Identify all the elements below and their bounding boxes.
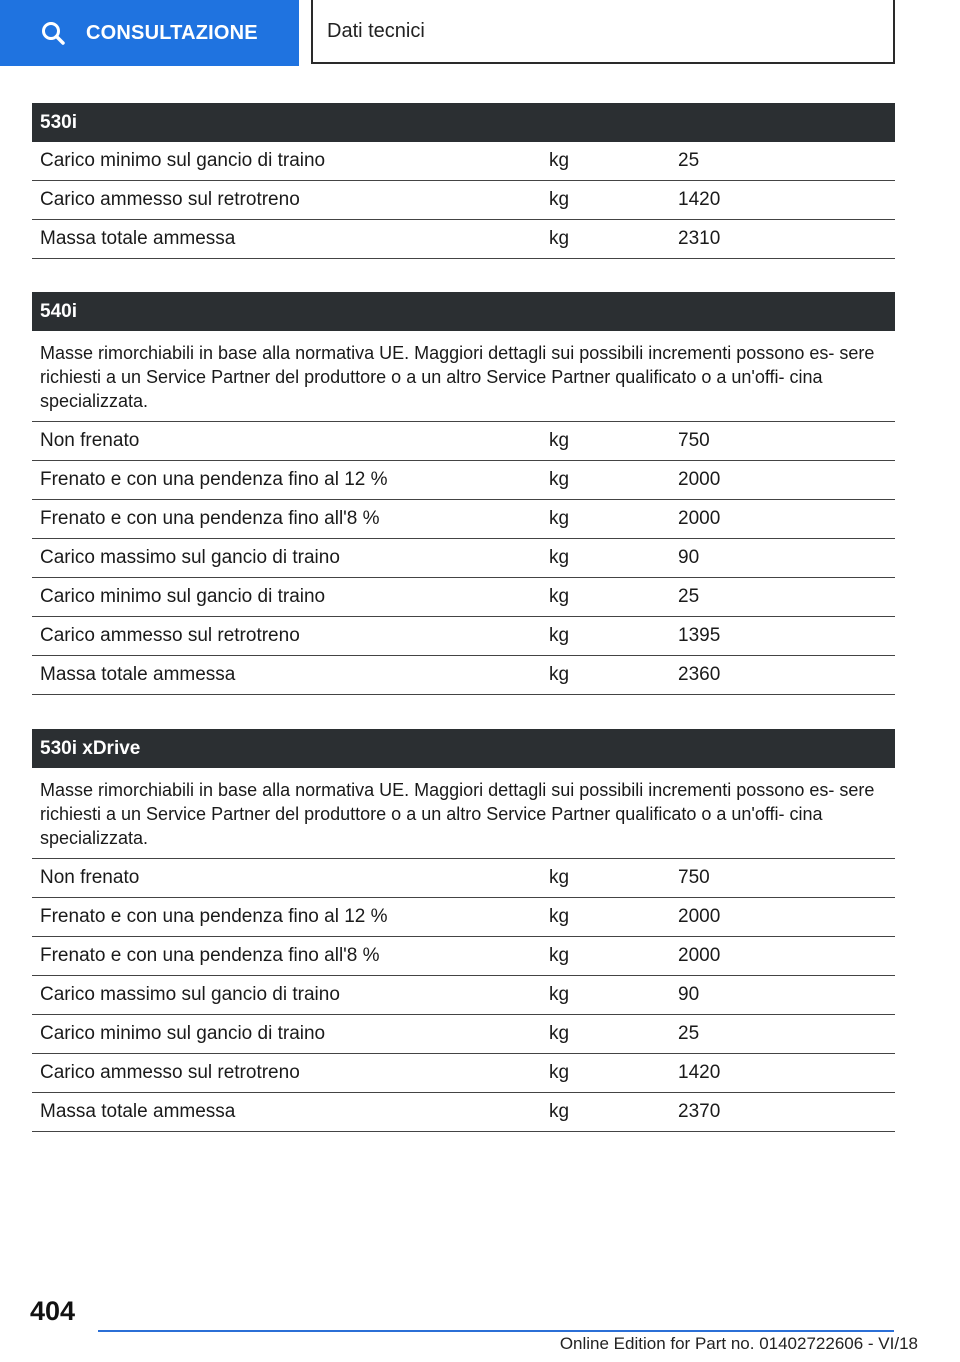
row-value: 1420 [678, 189, 721, 210]
table-row [32, 142, 895, 181]
row-label: Carico massimo sul gancio di traino [40, 547, 340, 568]
row-unit: kg [549, 984, 570, 1005]
table-row [32, 937, 895, 976]
row-value: 2310 [678, 228, 721, 249]
row-label: Carico minimo sul gancio di traino [40, 150, 326, 171]
row-unit: kg [549, 625, 570, 646]
consultazione-label: CONSULTAZIONE [86, 21, 258, 44]
table-row [32, 578, 895, 617]
row-label: Carico ammesso sul retrotreno [40, 189, 300, 210]
consultazione-button[interactable] [0, 0, 299, 66]
row-value: 90 [678, 984, 700, 1005]
block-title: 530i [32, 103, 895, 142]
table-row [32, 976, 895, 1015]
table-row [32, 1093, 895, 1132]
spec-block-540i [32, 292, 895, 695]
table-row [32, 461, 895, 500]
row-value: 90 [678, 547, 700, 568]
row-unit: kg [549, 945, 570, 966]
row-unit: kg [549, 189, 570, 210]
table-row [32, 898, 895, 937]
search-icon [40, 20, 66, 46]
table-row [32, 656, 895, 695]
table-row [32, 220, 895, 259]
row-unit: kg [549, 1101, 570, 1122]
row-unit: kg [549, 867, 570, 888]
row-unit: kg [549, 228, 570, 249]
row-value: 25 [678, 150, 700, 171]
row-value: 750 [678, 430, 710, 451]
row-unit: kg [549, 430, 570, 451]
row-unit: kg [549, 469, 570, 490]
row-label: Non frenato [40, 430, 140, 451]
row-unit: kg [549, 906, 570, 927]
block-note: Masse rimorchiabili in base alla normativa UE. Maggiori dettagli sui possibili incrementi possono es- sere richiesti a un Service Partner del produttore o a un altro Service Partner qualificato o a un'offi- cina specializzata. [32, 331, 895, 422]
row-label: Massa totale ammessa [40, 1101, 236, 1122]
top-bar [0, 0, 960, 66]
row-value: 25 [678, 1023, 700, 1044]
row-unit: kg [549, 1062, 570, 1083]
row-label: Carico minimo sul gancio di traino [40, 586, 326, 607]
row-label: Carico minimo sul gancio di traino [40, 1023, 326, 1044]
row-unit: kg [549, 508, 570, 529]
page-number: 404 [30, 1296, 76, 1326]
row-unit: kg [549, 664, 570, 685]
table-row [32, 617, 895, 656]
row-value: 25 [678, 586, 700, 607]
row-unit: kg [549, 586, 570, 607]
table-row [32, 181, 895, 220]
row-label: Frenato e con una pendenza fino al 12 % [40, 469, 388, 490]
row-value: 1420 [678, 1062, 721, 1083]
row-value: 2000 [678, 469, 721, 490]
table-row [32, 1015, 895, 1054]
row-label: Carico ammesso sul retrotreno [40, 1062, 300, 1083]
table-row [32, 500, 895, 539]
table-row [32, 859, 895, 898]
row-value: 2000 [678, 906, 721, 927]
section-title: Dati tecnici [327, 19, 425, 42]
footer-divider [98, 1330, 894, 1332]
table-row [32, 422, 895, 461]
spec-block-530i [32, 103, 895, 259]
block-note: Masse rimorchiabili in base alla normativa UE. Maggiori dettagli sui possibili incrementi possono es- sere richiesti a un Service Partner del produttore o a un altro Service Partner qualificato o a un'offi- cina specializzata. [32, 768, 895, 859]
table-row [32, 1054, 895, 1093]
row-value: 2000 [678, 508, 721, 529]
row-unit: kg [549, 1023, 570, 1044]
row-value: 2360 [678, 664, 721, 685]
row-value: 1395 [678, 625, 721, 646]
block-title: 530i xDrive [32, 729, 895, 768]
row-label: Non frenato [40, 867, 140, 888]
row-label: Carico ammesso sul retrotreno [40, 625, 300, 646]
row-unit: kg [549, 150, 570, 171]
edition-text: Online Edition for Part no. 01402722606 - VI/18 [559, 1334, 918, 1353]
row-label: Frenato e con una pendenza fino all'8 % [40, 508, 380, 529]
spec-block-530i-xdrive [32, 729, 895, 1132]
row-value: 2000 [678, 945, 721, 966]
row-label: Frenato e con una pendenza fino all'8 % [40, 945, 380, 966]
row-unit: kg [549, 547, 570, 568]
row-label: Massa totale ammessa [40, 664, 236, 685]
block-title: 540i [32, 292, 895, 331]
row-value: 2370 [678, 1101, 721, 1122]
section-title-tab[interactable] [311, 0, 895, 64]
row-label: Frenato e con una pendenza fino al 12 % [40, 906, 388, 927]
row-label: Massa totale ammessa [40, 228, 236, 249]
row-value: 750 [678, 867, 710, 888]
table-row [32, 539, 895, 578]
row-label: Carico massimo sul gancio di traino [40, 984, 340, 1005]
